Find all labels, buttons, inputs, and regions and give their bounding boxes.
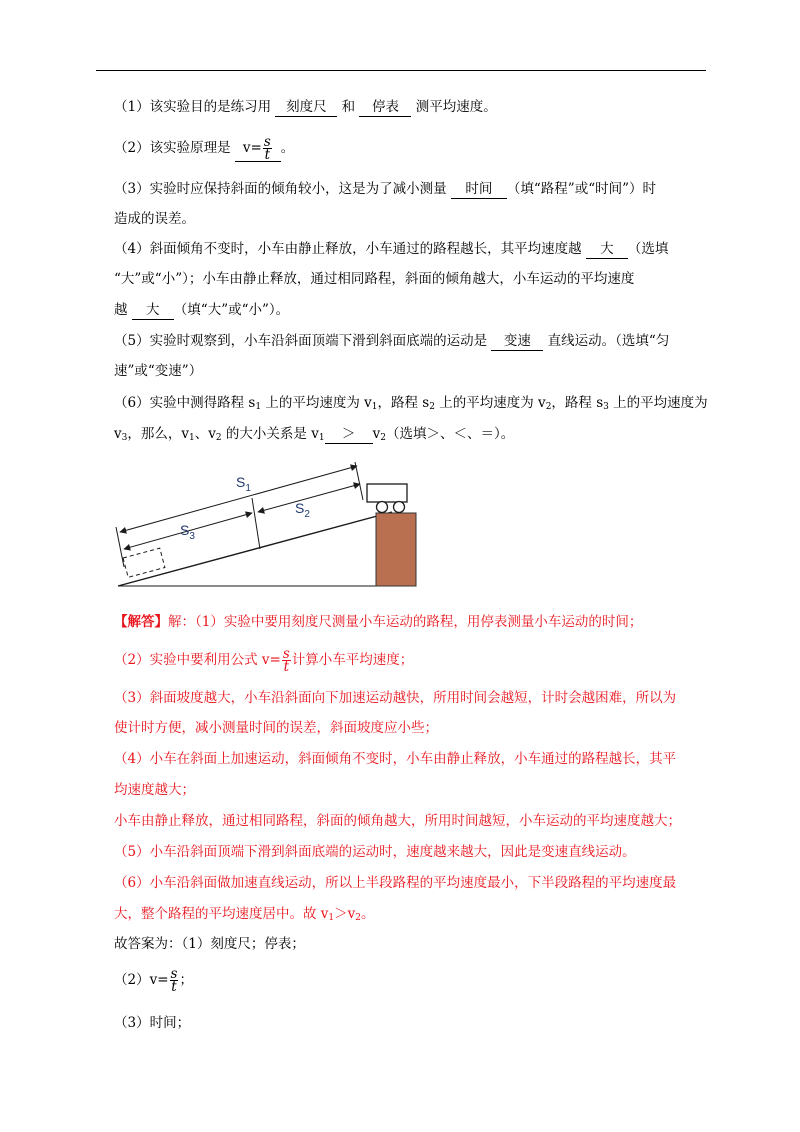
q6-l2-text-e: v bbox=[372, 426, 381, 442]
sub-1: 1 bbox=[371, 402, 378, 412]
answer-l10-a: 大，整个路程的平均速度居中。故 v bbox=[114, 906, 329, 922]
tick-bottom bbox=[116, 527, 124, 567]
q1-text: （1）该实验目的是练习用 bbox=[114, 99, 276, 115]
q3-answer-time: 时间 bbox=[451, 180, 507, 199]
q2-numerator: s bbox=[263, 134, 271, 150]
sub-1: 1 bbox=[328, 913, 335, 923]
support-block bbox=[376, 513, 416, 586]
q2-text: （2）该实验原理是 bbox=[114, 140, 235, 156]
final-numerator: s bbox=[170, 966, 178, 982]
s2-arrow bbox=[258, 484, 360, 512]
sub-1: 1 bbox=[255, 402, 262, 412]
q6-l2-text-f: （选填＞、＜、＝）。 bbox=[385, 426, 515, 442]
q2-formula-lhs: v= bbox=[242, 140, 262, 156]
answer-line-4: 使计时方便，减小测量时间的误差，斜面坡度应小些； bbox=[114, 720, 438, 736]
q2-denominator: t bbox=[264, 147, 271, 163]
q6-text-2: 上的平均速度为 v bbox=[261, 395, 372, 411]
q1-answer-stopwatch: 停表 bbox=[359, 98, 411, 117]
sub-2: 2 bbox=[429, 402, 435, 412]
sub-2: 2 bbox=[545, 402, 552, 412]
final-line-2 bbox=[114, 968, 193, 993]
label-s2: $S_2$ bbox=[295, 500, 310, 520]
q1-answer-ruler: 刻度尺 bbox=[275, 98, 337, 117]
sub-2: 2 bbox=[355, 913, 362, 923]
final-fraction bbox=[170, 968, 179, 993]
answer-l2-post: 计算小车平均速度； bbox=[291, 652, 414, 668]
answer-denominator: t bbox=[283, 659, 290, 675]
final-line-3: （3）时间； bbox=[114, 1015, 191, 1031]
final-denominator: t bbox=[171, 979, 177, 995]
cart-bottom-dashed bbox=[123, 548, 165, 577]
answer-l2-pre: （2）实验中要利用公式 v= bbox=[114, 652, 281, 668]
sub-1: 1 bbox=[189, 433, 195, 443]
q5-answer: 变速 bbox=[491, 332, 543, 351]
tick-top bbox=[355, 462, 363, 500]
answer-line-2 bbox=[114, 648, 413, 673]
q3-text-end: （填“路程”或“时间”）时 bbox=[506, 181, 656, 197]
q6-l2-text-d: 的大小关系是 v bbox=[221, 426, 319, 442]
q4-text: （4）斜面倾角不变时，小车由静止释放，小车通过的路程越长，其平均速度越 bbox=[114, 241, 586, 257]
q1-text-and: 和 bbox=[337, 99, 360, 115]
sub-3: 3 bbox=[121, 433, 128, 443]
question-5-line-2: 速”或“变速”） bbox=[114, 363, 203, 379]
midpoint-divider bbox=[252, 498, 260, 549]
q6-text-6: 上的平均速度为 bbox=[608, 395, 708, 411]
q6-text-1: （6）实验中测得路程 s bbox=[114, 395, 256, 411]
q4-line3-text: 越 bbox=[114, 302, 132, 318]
q4-line3-end: （填“大”或“小”）。 bbox=[173, 302, 290, 318]
final-l2-post: ； bbox=[179, 972, 193, 988]
answer-line-1 bbox=[114, 613, 642, 631]
q2-text-end: 。 bbox=[280, 140, 295, 156]
q6-text-5: ，路程 s bbox=[551, 395, 604, 411]
sub-3: 3 bbox=[603, 402, 609, 412]
answer-line-3: （3）斜面坡度越大，小车沿斜面向下加速运动越快，所用时间会越短，计时会越困难，所以为 bbox=[114, 690, 677, 706]
answer-line-9: （6）小车沿斜面做加速直线运动，所以上半段路程的平均速度最小，下半段路程的平均速度最 bbox=[114, 875, 677, 891]
q6-answer: ＞ bbox=[325, 425, 373, 444]
q4-answer-2: 大 bbox=[132, 301, 174, 320]
answer-line-7: 小车由静止释放，通过相同路程，斜面的倾角越大，所用时间越短，小车运动的平均速度越大； bbox=[114, 813, 681, 829]
q4-answer-1: 大 bbox=[586, 240, 628, 259]
q5-text-end: 直线运动。（选填“匀 bbox=[543, 333, 670, 349]
label-s1: $S_1$ bbox=[236, 474, 251, 494]
q1-text-end: 测平均速度。 bbox=[411, 99, 497, 115]
q6-text-3: ，路程 s bbox=[377, 395, 430, 411]
answer-line-10 bbox=[114, 905, 375, 923]
answer-fraction bbox=[282, 648, 291, 673]
question-3-line-2: 造成的误差。 bbox=[114, 211, 195, 227]
cart-top bbox=[367, 484, 407, 513]
answer-line-5: （4）小车在斜面上加速运动，斜面倾角不变时，小车由静止释放，小车通过的路程越长，其平 bbox=[114, 751, 677, 767]
label-s3: $S_3$ bbox=[180, 522, 195, 542]
sub-1: 1 bbox=[318, 433, 325, 443]
final-l2-pre: （2）v= bbox=[114, 972, 169, 988]
answer-numerator: s bbox=[282, 646, 290, 662]
q6-text-4: 上的平均速度为 v bbox=[434, 395, 546, 411]
q6-l2-text-b: ，那么，v bbox=[127, 426, 190, 442]
q6-l2-text-c: 、v bbox=[194, 426, 216, 442]
answer-text-1: 解：（1）实验中要用刻度尺测量小车运动的路程，用停表测量小车运动的时间； bbox=[168, 614, 643, 630]
q4-text-end: （选填 bbox=[627, 241, 669, 257]
final-line-1: 故答案为：（1）刻度尺；停表； bbox=[114, 936, 305, 952]
q6-l2-v: v bbox=[114, 426, 122, 442]
slope-line bbox=[118, 512, 392, 586]
sub-2: 2 bbox=[380, 433, 386, 443]
q5-text: （5）实验时观察到，小车沿斜面顶端下滑到斜面底端的运动是 bbox=[114, 333, 492, 349]
question-4-line-2: “大”或“小”）；小车由静止释放，通过相同路程，斜面的倾角越大，小车运动的平均速度 bbox=[114, 271, 635, 287]
answer-tag: 【解答】 bbox=[114, 614, 168, 630]
answer-line-6: 均速度越大； bbox=[114, 782, 195, 798]
q3-text: （3）实验时应保持斜面的倾角较小，这是为了减小测量 bbox=[114, 181, 451, 197]
answer-l10-c: 。 bbox=[361, 906, 375, 922]
sub-2: 2 bbox=[215, 433, 222, 443]
answer-l10-b: ＞v bbox=[334, 906, 356, 922]
answer-line-8: （5）小车沿斜面顶端下滑到斜面底端的运动时，速度越来越大，因此是变速直线运动。 bbox=[114, 844, 636, 860]
